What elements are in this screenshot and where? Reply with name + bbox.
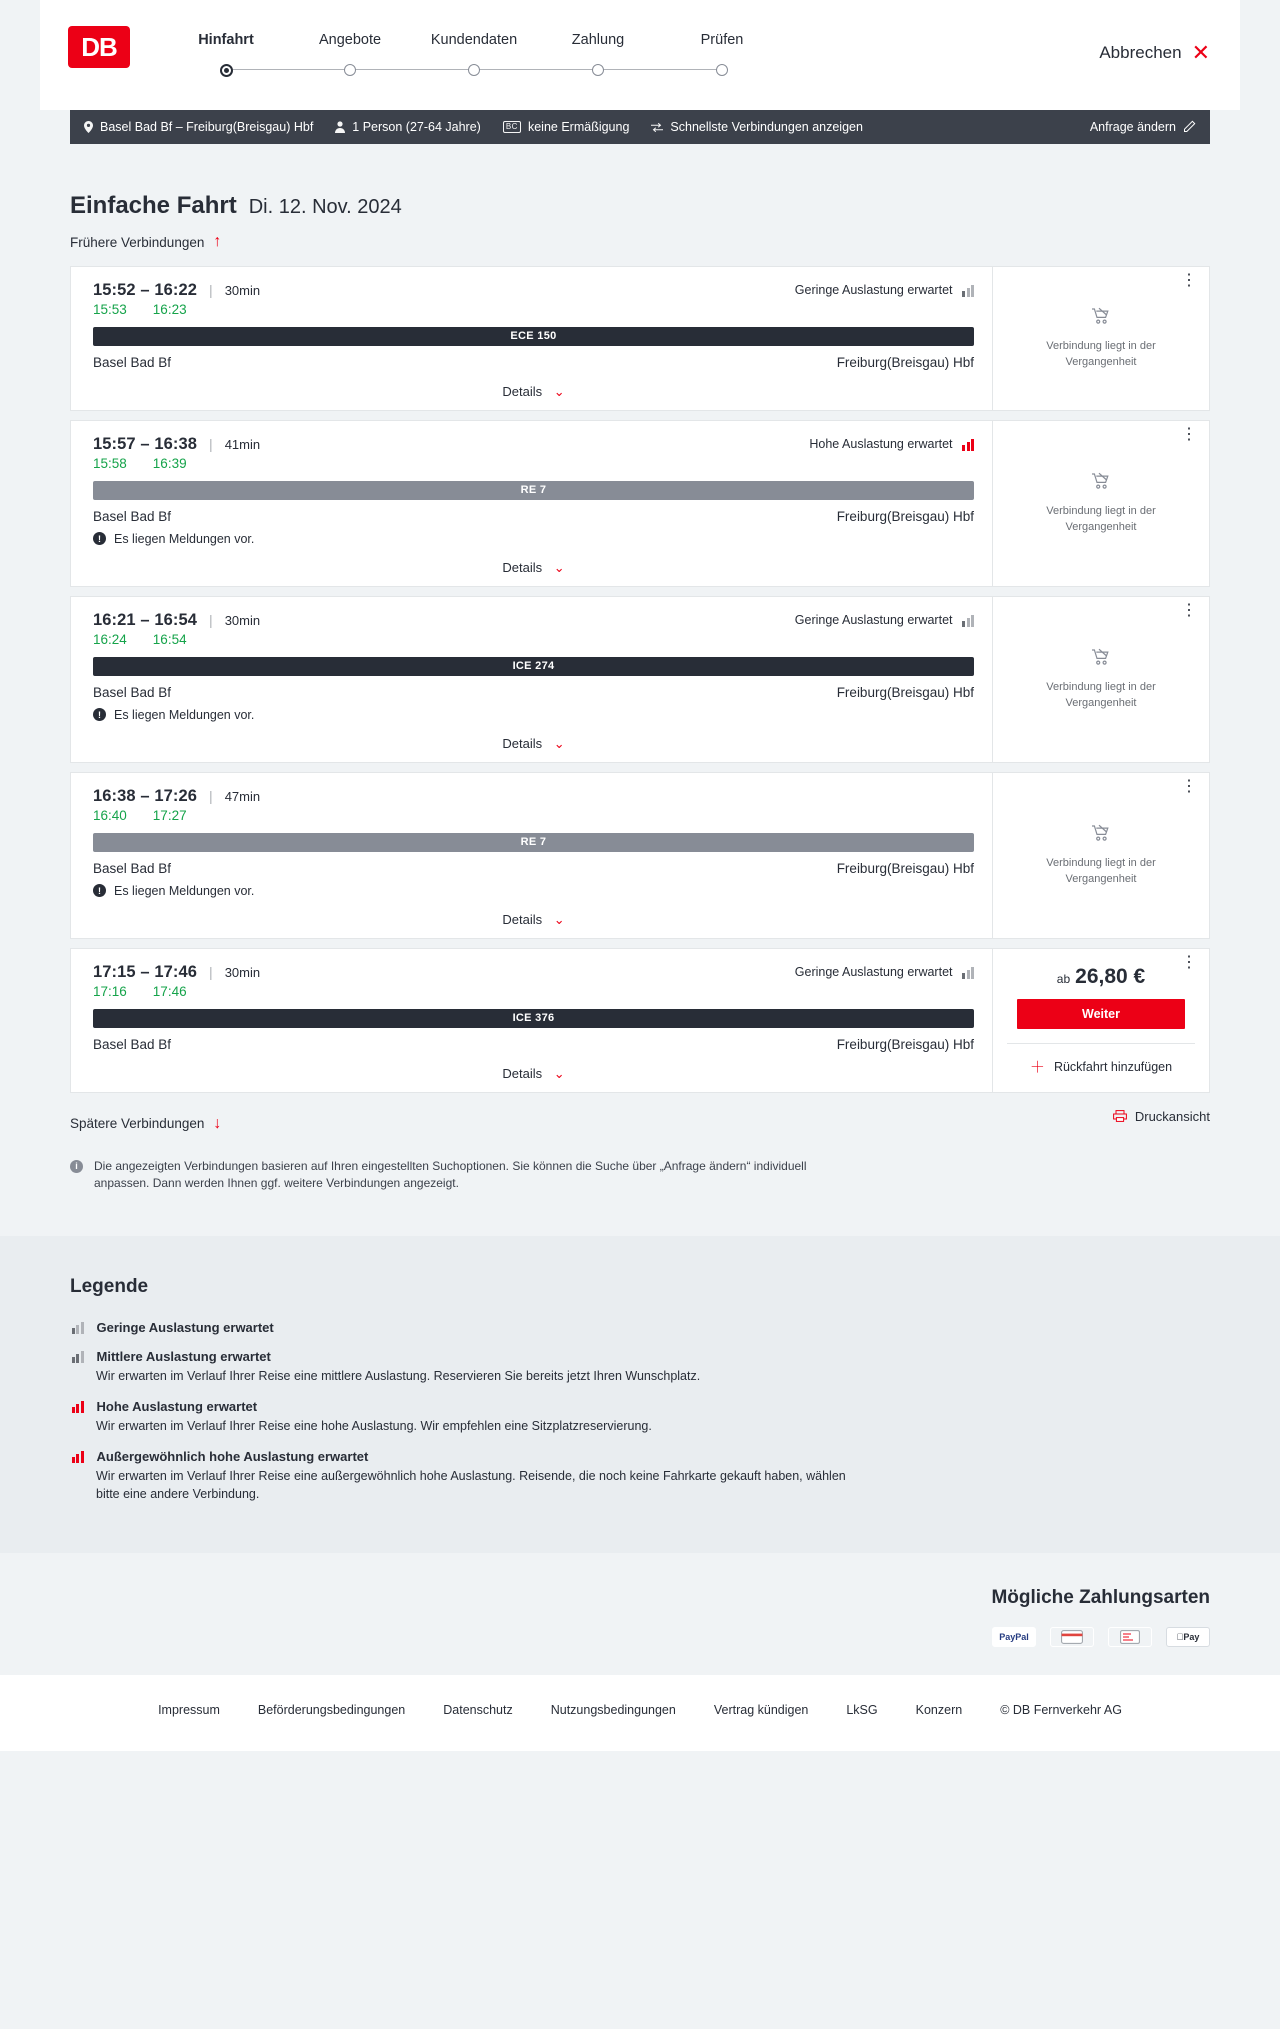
actual-departure: 15:53 — [93, 301, 127, 317]
occupancy-bars-icon — [70, 1400, 84, 1413]
connection-card[interactable] — [70, 772, 1210, 939]
connection-duration: 30min — [224, 282, 261, 298]
step-dot-wrap — [288, 57, 412, 83]
cart-crossed-icon — [1091, 824, 1111, 848]
summary-discount[interactable] — [503, 120, 630, 134]
step-label: Prüfen — [700, 32, 744, 48]
plus-icon: ＋ — [1029, 1059, 1045, 1076]
train-badge[interactable]: ICE 376 — [93, 1009, 974, 1028]
occupancy-label: Hohe Auslastung erwartet — [809, 437, 953, 451]
actual-arrival: 16:54 — [152, 631, 187, 647]
header-bar — [40, 0, 1240, 110]
occupancy-bars-icon — [961, 966, 975, 979]
step-label: Angebote — [318, 32, 382, 48]
chevron-down-icon: ⌄ — [553, 1065, 565, 1081]
step-bar-right — [598, 69, 660, 70]
actual-arrival: 16:23 — [152, 301, 187, 317]
actual-arrival: 16:39 — [152, 455, 187, 471]
station-to: Freiburg(Breisgau) Hbf — [836, 684, 974, 700]
connection-time-range: 15:52 – 16:22 — [93, 280, 198, 299]
connection-card[interactable] — [70, 948, 1210, 1093]
connection-actual-times — [93, 456, 974, 471]
connection-info — [71, 267, 993, 410]
page-title-text: Einfache Fahrt — [70, 192, 237, 219]
summary-sort-label: Schnellste Verbindungen anzeigen — [670, 120, 863, 134]
train-badge[interactable]: ICE 274 — [93, 657, 974, 676]
occupancy-label: Geringe Auslastung erwartet — [794, 613, 953, 627]
station-to: Freiburg(Breisgau) Hbf — [836, 860, 974, 876]
payment-icon-list — [70, 1627, 1210, 1647]
cart-crossed-icon — [1091, 648, 1111, 672]
details-toggle[interactable] — [93, 560, 974, 576]
connection-card[interactable] — [70, 596, 1210, 763]
legend-item-head — [70, 1449, 1210, 1464]
station-from: Basel Bad Bf — [93, 354, 172, 370]
connection-times-row — [93, 787, 974, 806]
add-return-trip-button[interactable] — [1007, 1043, 1195, 1077]
more-options-icon[interactable]: ⋮ — [1181, 601, 1197, 619]
printer-icon — [1113, 1109, 1127, 1125]
step-bar-left — [660, 69, 722, 70]
paypal-label: PayPal — [999, 1632, 1029, 1643]
connection-times-row — [93, 611, 974, 630]
occupancy-bars-crossed-icon — [70, 1450, 84, 1463]
station-to: Freiburg(Breisgau) Hbf — [836, 354, 974, 370]
close-icon: ✕ — [1191, 40, 1210, 65]
apple-pay-label: Pay — [1179, 1632, 1196, 1643]
connection-info — [71, 421, 993, 586]
payment-methods-section — [0, 1553, 1280, 1675]
step-dot — [220, 64, 233, 77]
later-connections-label: Spätere Verbindungen — [70, 1116, 205, 1131]
step-label: Zahlung — [571, 32, 625, 48]
divider: | — [209, 612, 213, 628]
footer-link-vertrag-kuendigen[interactable]: Vertrag kündigen — [713, 1703, 809, 1718]
connection-list — [70, 266, 1210, 1093]
actual-departure: 17:16 — [93, 983, 127, 999]
page-title-date: Di. 12. Nov. 2024 — [248, 196, 402, 218]
actual-departure: 16:24 — [93, 631, 127, 647]
connection-offer — [993, 267, 1209, 410]
main-content — [0, 192, 1280, 1192]
bahncard-icon — [503, 121, 521, 133]
connection-message-label: Es liegen Meldungen vor. — [114, 531, 255, 546]
cart-crossed-icon — [1091, 472, 1111, 496]
connection-message[interactable] — [93, 884, 974, 898]
footer-links — [70, 1703, 1210, 1717]
step-dot — [592, 64, 604, 76]
connection-info — [71, 773, 993, 938]
occupancy-bars-icon — [70, 1350, 84, 1363]
step-kundendaten[interactable] — [412, 32, 536, 83]
price-display — [1057, 965, 1145, 989]
footer-link-konzern[interactable]: Konzern — [915, 1703, 963, 1718]
step-bar-right — [226, 69, 288, 70]
legend-title: Legende — [70, 1275, 149, 1297]
summary-route[interactable] — [84, 120, 313, 134]
details-label: Details — [502, 735, 543, 751]
connection-stations — [93, 685, 974, 700]
exclamation-icon: ! — [93, 884, 106, 897]
past-connection-note: Verbindung liegt in der Vergangenheit — [1046, 857, 1156, 885]
occupancy-bars-icon — [961, 614, 975, 627]
station-to: Freiburg(Breisgau) Hbf — [836, 1036, 974, 1052]
step-dot — [716, 64, 728, 76]
paypal-icon — [992, 1627, 1036, 1647]
arrow-down-icon: ↓ — [213, 1114, 222, 1132]
invoice-icon — [1108, 1627, 1152, 1647]
step-zahlung[interactable] — [536, 32, 660, 83]
db-logo[interactable]: DB — [68, 26, 130, 68]
divider: | — [209, 788, 213, 804]
chevron-down-icon: ⌄ — [553, 735, 565, 751]
list-footer-row — [70, 1102, 1210, 1132]
summary-sort[interactable] — [651, 120, 863, 134]
location-pin-icon — [84, 121, 93, 133]
details-label: Details — [502, 1065, 543, 1081]
later-connections-button[interactable] — [70, 1116, 221, 1132]
price-value: 26,80 € — [1075, 965, 1146, 988]
connection-duration: 30min — [224, 612, 261, 628]
more-options-icon[interactable]: ⋮ — [1181, 425, 1197, 443]
connection-message-label: Es liegen Meldungen vor. — [114, 883, 255, 898]
connection-message[interactable] — [93, 532, 974, 546]
connection-stations — [93, 861, 974, 876]
legend-section — [0, 1236, 1280, 1554]
connection-stations — [93, 509, 974, 524]
divider: | — [209, 436, 213, 452]
connection-time-range: 15:57 – 16:38 — [93, 434, 198, 453]
occupancy-indicator — [795, 965, 974, 979]
legend-item — [70, 1320, 1210, 1335]
station-from: Basel Bad Bf — [93, 684, 172, 700]
past-connection-note: Verbindung liegt in der Vergangenheit — [1046, 505, 1156, 533]
connection-times-row — [93, 281, 974, 300]
connection-info — [71, 949, 993, 1092]
occupancy-bars-icon — [961, 284, 975, 297]
exclamation-icon: ! — [93, 708, 106, 721]
details-label: Details — [502, 911, 543, 927]
connection-duration: 30min — [224, 964, 261, 980]
connection-offer — [993, 421, 1209, 586]
continue-button[interactable]: Weiter — [1017, 999, 1185, 1029]
summary-passengers[interactable] — [335, 120, 481, 134]
cart-crossed-icon — [1091, 307, 1111, 331]
step-bar-left — [412, 69, 474, 70]
divider: | — [209, 282, 213, 298]
sort-arrows-icon — [651, 122, 663, 133]
footer-link-nutzungsbedingungen[interactable]: Nutzungsbedingungen — [550, 1703, 676, 1718]
station-from: Basel Bad Bf — [93, 860, 172, 876]
details-toggle[interactable] — [93, 384, 974, 400]
past-connection-note: Verbindung liegt in der Vergangenheit — [1046, 340, 1156, 368]
connection-time-range: 16:21 – 16:54 — [93, 610, 198, 629]
chevron-down-icon: ⌄ — [553, 559, 565, 575]
footer-link-lksg[interactable]: LkSG — [846, 1703, 878, 1718]
step-pruefen[interactable] — [660, 32, 784, 83]
more-options-icon[interactable]: ⋮ — [1181, 777, 1197, 795]
legend-item-label: Mittlere Auslastung erwartet — [96, 1348, 271, 1364]
legend-item-head — [70, 1320, 1210, 1335]
connection-offer — [993, 949, 1209, 1092]
info-icon: i — [70, 1160, 83, 1173]
legend-item-desc: Wir erwarten im Verlauf Ihrer Reise eine außergewöhnlich hohe Auslastung. Reisende, die noch keine Fahrkarte gekauft haben, wählen bitte eine andere Verbindung. — [96, 1468, 846, 1501]
actual-arrival: 17:27 — [152, 807, 187, 823]
step-label: Hinfahrt — [198, 32, 254, 48]
connection-message[interactable] — [93, 708, 974, 722]
step-hinfahrt[interactable] — [164, 32, 288, 83]
checkout-stepper — [164, 32, 784, 83]
footer-link-impressum[interactable]: Impressum — [158, 1703, 220, 1718]
legend-item-desc: Wir erwarten im Verlauf Ihrer Reise eine mittlere Auslastung. Reservieren Sie bereits jetzt Ihren Wunschplatz. — [96, 1368, 701, 1383]
station-from: Basel Bad Bf — [93, 1036, 172, 1052]
divider: | — [209, 964, 213, 980]
legend-item-label: Außergewöhnlich hohe Auslastung erwartet — [96, 1448, 369, 1464]
legend-item-desc: Wir erwarten im Verlauf Ihrer Reise eine hohe Auslastung. Wir empfehlen eine Sitzplatzreservierung. — [96, 1418, 652, 1433]
step-bar-left — [536, 69, 598, 70]
connection-actual-times — [93, 984, 974, 999]
legend-item — [70, 1399, 1210, 1435]
connection-message-label: Es liegen Meldungen vor. — [114, 707, 255, 722]
payment-methods-title: Mögliche Zahlungsarten — [991, 1587, 1210, 1609]
summary-discount-label: keine Ermäßigung — [527, 120, 630, 134]
actual-departure: 16:40 — [93, 807, 127, 823]
summary-passengers-label: 1 Person (27-64 Jahre) — [352, 120, 481, 134]
chevron-down-icon: ⌄ — [553, 383, 565, 399]
train-badge[interactable]: ECE 150 — [93, 327, 974, 346]
details-label: Details — [502, 383, 543, 399]
step-dot-wrap — [536, 57, 660, 83]
legend-item-label: Geringe Auslastung erwartet — [96, 1319, 274, 1335]
details-toggle[interactable] — [93, 1066, 974, 1082]
step-dot-wrap — [164, 57, 288, 83]
train-badge[interactable]: RE 7 — [93, 833, 974, 852]
bahncard-badge-label: BC — [503, 121, 521, 133]
step-angebote[interactable] — [288, 32, 412, 83]
step-dot-wrap — [660, 57, 784, 83]
search-hint — [70, 1158, 840, 1192]
occupancy-bars-icon — [961, 438, 975, 451]
step-label: Kundendaten — [430, 32, 518, 48]
connection-duration: 47min — [224, 788, 261, 804]
print-view-button[interactable] — [1113, 1109, 1210, 1125]
arrow-up-icon: ↑ — [213, 233, 222, 250]
connection-actual-times — [93, 808, 974, 823]
step-dot-wrap — [412, 57, 536, 83]
exclamation-icon: ! — [93, 532, 106, 545]
actual-arrival: 17:46 — [152, 983, 187, 999]
details-toggle[interactable] — [93, 736, 974, 752]
connection-card[interactable] — [70, 266, 1210, 411]
step-bar-left — [288, 69, 350, 70]
search-summary-bar — [70, 110, 1210, 144]
chevron-down-icon: ⌄ — [553, 911, 565, 927]
past-connection-note: Verbindung liegt in der Vergangenheit — [1046, 681, 1156, 709]
details-toggle[interactable] — [93, 912, 974, 928]
legend-item-head — [70, 1399, 1210, 1414]
connection-offer — [993, 773, 1209, 938]
occupancy-indicator — [809, 437, 974, 451]
footer-link-datenschutz[interactable]: Datenschutz — [443, 1703, 513, 1718]
connection-card[interactable] — [70, 420, 1210, 587]
connection-time-range: 17:15 – 17:46 — [93, 962, 198, 981]
connection-info — [71, 597, 993, 762]
occupancy-indicator — [795, 613, 974, 627]
legend-item — [70, 1449, 1210, 1503]
earlier-connections-label: Frühere Verbindungen — [70, 234, 205, 250]
print-view-label: Druckansicht — [1134, 1109, 1210, 1124]
step-bar-right — [350, 69, 412, 70]
person-icon — [335, 121, 345, 133]
occupancy-label: Geringe Auslastung erwartet — [794, 965, 953, 979]
step-dot — [468, 64, 480, 76]
cancel-button[interactable] — [1099, 42, 1210, 64]
cancel-label: Abbrechen — [1099, 43, 1182, 62]
connection-stations — [93, 355, 974, 370]
page-title — [70, 192, 1210, 220]
connection-time-range: 16:38 – 17:26 — [93, 786, 198, 805]
connection-actual-times — [93, 302, 974, 317]
footer-copyright: © DB Fernverkehr AG — [1000, 1703, 1122, 1718]
connection-actual-times — [93, 632, 974, 647]
step-dot — [344, 64, 356, 76]
apple-pay-icon — [1166, 1627, 1210, 1647]
legend-item — [70, 1349, 1210, 1385]
search-hint-text: Die angezeigten Verbindungen basieren auf Ihren eingestellten Suchoptionen. Sie können die Suche über „Anfrage ändern“ individuell anpassen. Dann werden Ihnen ggf. weitere Verbindungen angezeigt. — [94, 1158, 807, 1190]
connection-times-row — [93, 435, 974, 454]
footer — [0, 1675, 1280, 1751]
step-bar-right — [474, 69, 536, 70]
add-return-trip-label: Rückfahrt hinzufügen — [1053, 1059, 1173, 1074]
pencil-icon — [1184, 120, 1196, 135]
summary-route-label: Basel Bad Bf – Freiburg(Breisgau) Hbf — [100, 120, 314, 134]
price-prefix: ab — [1056, 972, 1071, 986]
connection-duration: 41min — [224, 436, 261, 452]
occupancy-indicator — [795, 283, 974, 297]
connection-stations — [93, 1037, 974, 1052]
connection-times-row — [93, 963, 974, 982]
credit-card-icon — [1050, 1627, 1094, 1647]
edit-request-label: Anfrage ändern — [1089, 120, 1176, 134]
train-badge[interactable]: RE 7 — [93, 481, 974, 500]
footer-link-befoerderungsbedingungen[interactable]: Beförderungsbedingungen — [257, 1703, 406, 1718]
legend-item-head — [70, 1349, 1210, 1364]
legend-item-label: Hohe Auslastung erwartet — [96, 1398, 258, 1414]
edit-request-button[interactable] — [1090, 120, 1196, 135]
station-to: Freiburg(Breisgau) Hbf — [836, 508, 974, 524]
actual-departure: 15:58 — [93, 455, 127, 471]
details-label: Details — [502, 559, 543, 575]
occupancy-label: Geringe Auslastung erwartet — [794, 283, 953, 297]
occupancy-bars-icon — [70, 1321, 84, 1334]
earlier-connections-button[interactable] — [70, 234, 221, 250]
station-from: Basel Bad Bf — [93, 508, 172, 524]
connection-offer — [993, 597, 1209, 762]
more-options-icon[interactable]: ⋮ — [1181, 953, 1197, 971]
more-options-icon[interactable]: ⋮ — [1181, 271, 1197, 289]
